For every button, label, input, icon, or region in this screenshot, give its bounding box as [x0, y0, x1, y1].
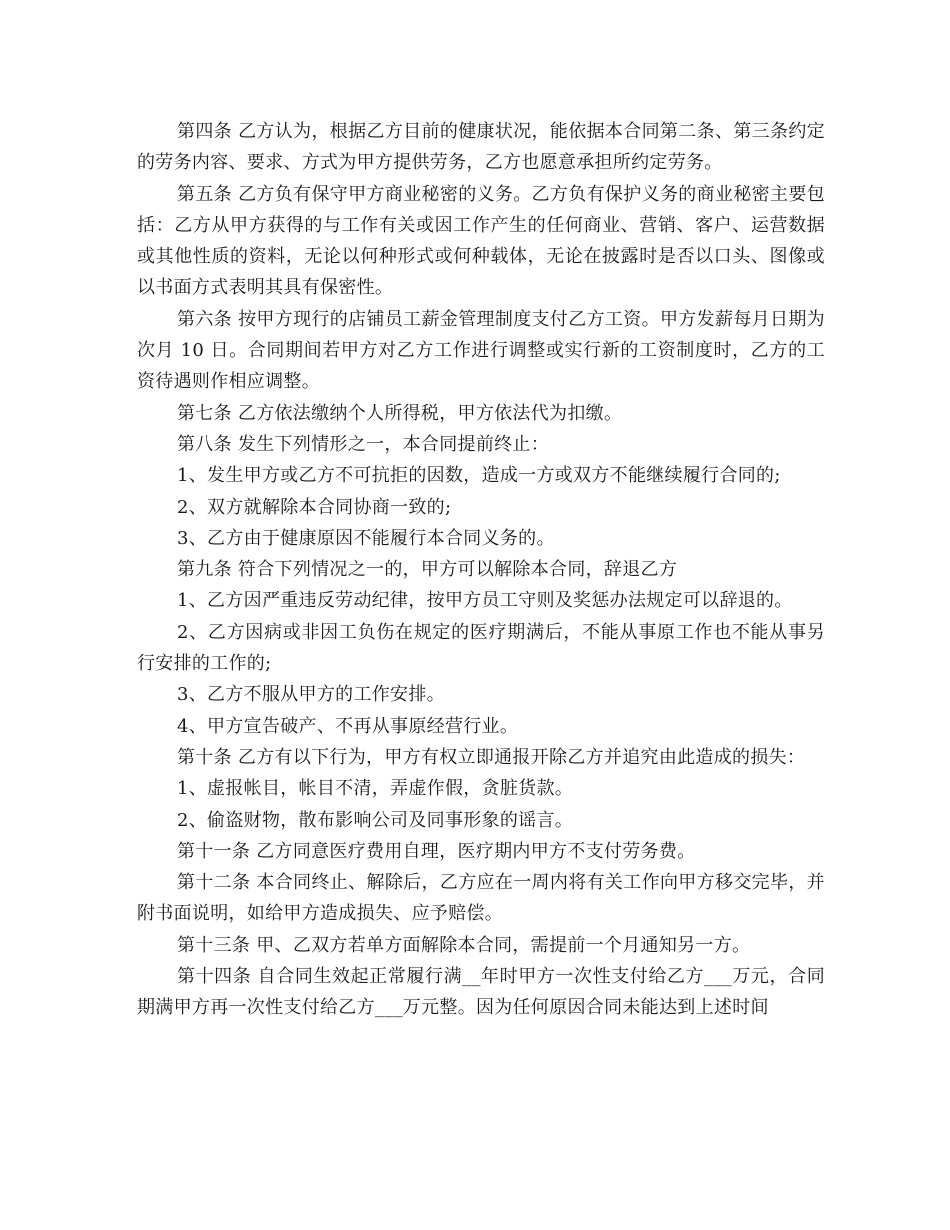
article-7: 第七条 乙方依法缴纳个人所得税，甲方依法代为扣缴。 [177, 402, 623, 424]
article-13: 第十三条 甲、乙双方若单方面解除本合同，需提前一个月通知另一方。 [177, 934, 751, 956]
article-10-item-2: 2、偷盗财物，散布影响公司及同事形象的谣言。 [177, 809, 574, 831]
article-9: 第九条 符合下列情况之一的，甲方可以解除本合同，辞退乙方 [177, 559, 678, 581]
article-10: 第十条 乙方有以下行为，甲方有权立即通报开除乙方并追究由此造成的损失： [177, 746, 806, 768]
article-8-item-1: 1、发生甲方或乙方不可抗拒的因数，造成一方或双方不能继续履行合同的; [177, 465, 781, 487]
article-6: 第六条 按甲方现行的店铺员工薪金管理制度支付乙方工资。甲方发薪每月日期为次月 10 日。合同期间若甲方对乙方工作进行调整或实行新的工资制度时，乙方的工资待遇则作相应调整。 [137, 308, 825, 393]
article-11: 第十一条 乙方同意医疗费用自理，医疗期内甲方不支付劳务费。 [177, 840, 696, 862]
article-9-item-1: 1、乙方因严重违反劳动纪律，按甲方员工守则及奖惩办法规定可以辞退的。 [177, 590, 793, 612]
article-9-item-3: 3、乙方不服从甲方的工作安排。 [177, 684, 445, 706]
article-14: 第十四条 自合同生效起正常履行满__年时甲方一次性支付给乙方___万元，合同期满甲方再一次性支付给乙方___万元整。因为任何原因合同未能达到上述时间 [137, 966, 825, 1019]
article-8-item-3: 3、乙方由于健康原因不能履行本合同义务的。 [177, 527, 555, 549]
article-9-item-2: 2、乙方因病或非因工负伤在规定的医疗期满后，不能从事原工作也不能从事另行安排的工作的; [137, 621, 825, 675]
article-12: 第十二条 本合同终止、解除后，乙方应在一周内将有关工作向甲方移交完毕，并附书面说明，如给甲方造成损失、应予赔偿。 [137, 872, 825, 925]
contract-body [137, 116, 825, 1024]
article-8-item-2: 2、双方就解除本合同协商一致的; [177, 496, 452, 518]
article-9-item-4: 4、甲方宣告破产、不再从事原经营行业。 [177, 715, 519, 737]
article-8: 第八条 发生下列情形之一，本合同提前终止： [177, 433, 550, 455]
article-10-item-1: 1、虚报帐目，帐目不清，弄虚作假，贪脏货款。 [177, 778, 574, 800]
article-5: 第五条 乙方负有保守甲方商业秘密的义务。乙方负有保护义务的商业秘密主要包括：乙方从甲方获得的与工作有关或因工作产生的任何商业、营销、客户、运营数据或其他性质的资料，无论以何种形式或何种载体，无论在披露时是否以口头、图像或以书面方式表明其具有保密性。 [137, 183, 825, 299]
article-4: 第四条 乙方认为，根据乙方目前的健康状况，能依据本合同第二条、第三条约定的劳务内容、要求、方式为甲方提供劳务，乙方也愿意承担所约定劳务。 [137, 121, 825, 174]
